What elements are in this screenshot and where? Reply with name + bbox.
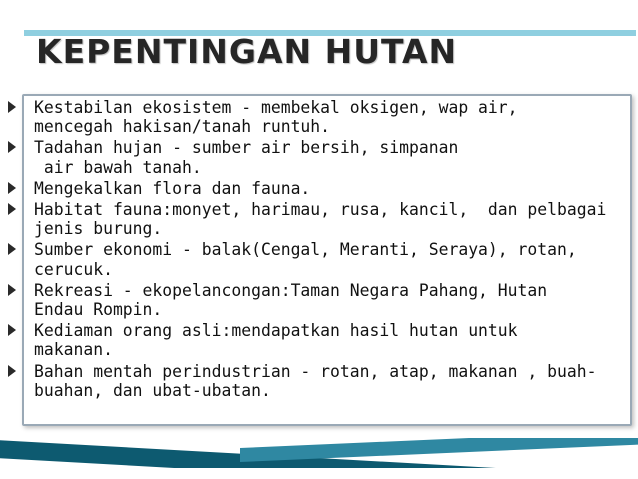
arrow-bullet-icon bbox=[8, 141, 16, 153]
arrow-bullet-icon bbox=[8, 243, 16, 255]
slide-title: KEPENTINGAN HUTAN bbox=[36, 32, 458, 71]
bullet-list bbox=[0, 98, 638, 402]
arrow-bullet-icon bbox=[8, 203, 16, 215]
bullet-item bbox=[0, 98, 638, 136]
bullet-line: makanan. bbox=[34, 340, 113, 360]
stripe-light bbox=[240, 438, 638, 462]
arrow-bullet-icon bbox=[8, 324, 16, 336]
arrow-bullet-icon bbox=[8, 284, 16, 296]
arrow-bullet-icon bbox=[8, 101, 16, 113]
bullet-item bbox=[0, 179, 638, 198]
arrow-bullet-icon bbox=[8, 182, 16, 194]
arrow-bullet-icon bbox=[8, 365, 16, 377]
bullet-item bbox=[0, 200, 638, 238]
bullet-item bbox=[0, 240, 638, 278]
bullet-line: Tadahan hujan - sumber air bersih, simpanan bbox=[34, 138, 459, 158]
bullet-item bbox=[0, 362, 638, 400]
bullet-line: Kediaman orang asli:mendapatkan hasil hutan untuk bbox=[34, 321, 518, 341]
stripe-mask bbox=[0, 468, 638, 479]
bullet-line: Rekreasi - ekopelancongan:Taman Negara Pahang, Hutan bbox=[34, 280, 548, 300]
bullet-line: air bawah tanah. bbox=[34, 157, 202, 177]
bullet-line: buahan, dan ubat-ubatan. bbox=[34, 380, 271, 400]
bullet-line: Habitat fauna:monyet, harimau, rusa, kancil, dan pelbagai bbox=[34, 200, 607, 220]
bullet-line: Mengekalkan flora dan fauna. bbox=[34, 178, 311, 198]
bullet-item bbox=[0, 138, 638, 176]
bullet-line: Endau Rompin. bbox=[34, 300, 163, 320]
bullet-item bbox=[0, 281, 638, 319]
bullet-line: Sumber ekonomi - balak(Cengal, Meranti, Seraya), rotan, bbox=[34, 240, 577, 260]
bullet-line: Bahan mentah perindustrian - rotan, atap, makanan , buah- bbox=[34, 361, 597, 381]
decorative-footer-stripe bbox=[0, 438, 638, 479]
bullet-item bbox=[0, 321, 638, 359]
top-bar bbox=[0, 0, 638, 22]
bullet-line: mencegah hakisan/tanah runtuh. bbox=[34, 117, 331, 137]
bullet-line: Kestabilan ekosistem - membekal oksigen, wap air, bbox=[34, 98, 518, 117]
bullet-line: jenis burung. bbox=[34, 219, 163, 239]
bullet-line: cerucuk. bbox=[34, 259, 113, 279]
